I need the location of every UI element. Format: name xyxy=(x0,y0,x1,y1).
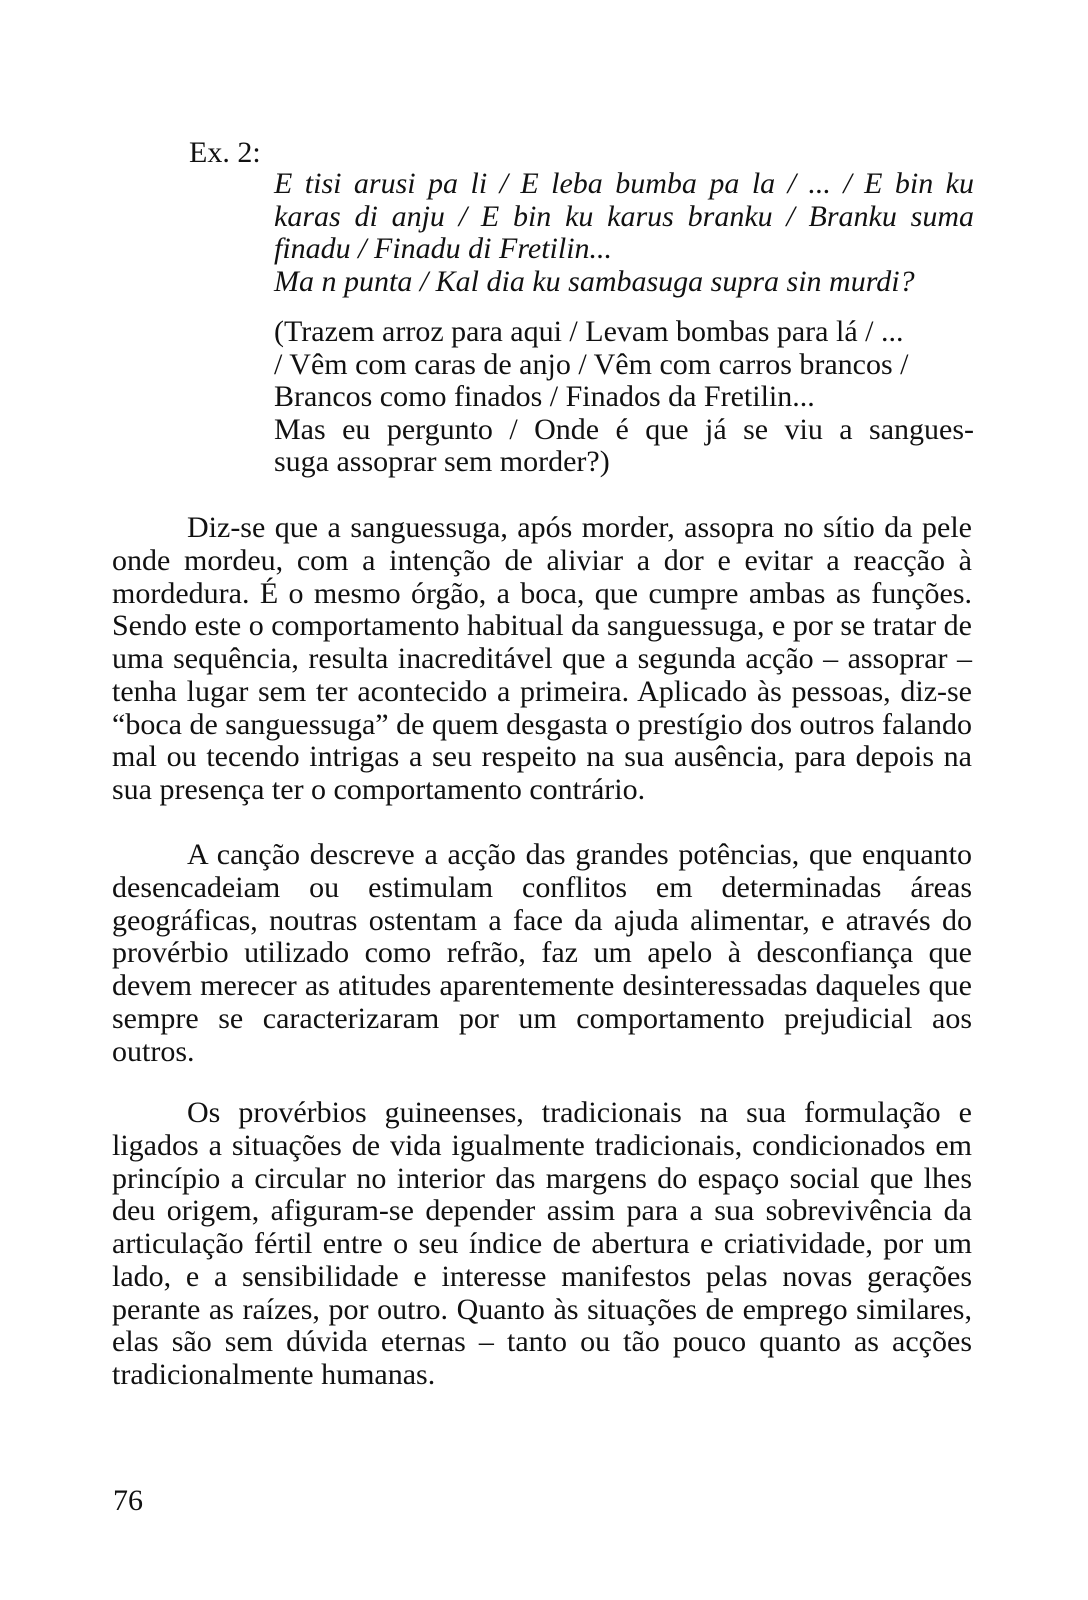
translation-line: suga assoprar sem morder?) xyxy=(274,445,610,478)
proverb-song-translation xyxy=(274,316,974,479)
creole-line: Ma n punta / Kal dia ku sambasuga supra sin murdi? xyxy=(274,264,915,298)
creole-line: karas di anju / E bin ku karus branku / Branku suma xyxy=(274,199,974,233)
creole-line: E tisi arusi pa li / E leba bumba pa la / ... / E bin ku xyxy=(274,167,974,200)
proverb-song-creole xyxy=(274,168,974,298)
translation-line: Brancos como finados / Finados da Fretilin... xyxy=(274,380,815,413)
example-label: Ex. 2: xyxy=(189,136,261,169)
body-paragraph: Os provérbios guineenses, tradicionais na sua formulação e ligados a situações de vida igualmente tradicionais, condicionados em princípio a circular no interior das margens do espaço social que lhes deu origem, afiguram-se depender assim para a sua sobrevivência da articulação fértil entre o seu índice de abertura e criatividade, por um lado, e a sensibilidade e interesse manifestos pelas novas gerações perante as raízes, por outro. Quanto às situações de emprego similares, elas são sem dúvida eternas – tanto ou tão pouco quanto as acções tradicionalmente humanas. xyxy=(112,1096,972,1391)
body-paragraph: Diz-se que a sanguessuga, após morder, assopra no sítio da pele onde mordeu, com a intenção de aliviar a dor e evitar a reacção à mordedura. É o mesmo órgão, a boca, que cumpre ambas as funções. Sendo este o comportamento habitual da sanguessuga, e por se tratar de uma sequência, resulta inacreditável que a segunda acção – assoprar – tenha lugar sem ter acontecido a primeira. Aplicado às pessoas, diz-se “boca de sanguessuga” de quem desgasta o prestígio dos outros falando mal ou tecendo intrigas a seu respeito na sua ausência, para depois na sua presença ter o comportamento contrário. xyxy=(112,511,972,806)
creole-line: finadu / Finadu di Fretilin... xyxy=(274,232,613,265)
page-number: 76 xyxy=(113,1484,143,1517)
translation-line: (Trazem arroz para aqui / Levam bombas para lá / ... xyxy=(274,315,904,348)
translation-line: Mas eu pergunto / Onde é que já se viu a sangues- xyxy=(274,412,974,446)
body-paragraph: A canção descreve a acção das grandes potências, que enquanto desencadeiam ou estimulam conflitos em determinadas áreas geográficas, noutras ostentam a face da ajuda alimentar, e através do provérbio utilizado como refrão, faz um apelo à desconfiança que devem merecer as atitudes aparentemente desinteressadas daqueles que sempre se caracterizaram por um comportamento prejudicial aos outros. xyxy=(112,838,972,1068)
translation-line: / Vêm com caras de anjo / Vêm com carros brancos / xyxy=(274,347,909,381)
